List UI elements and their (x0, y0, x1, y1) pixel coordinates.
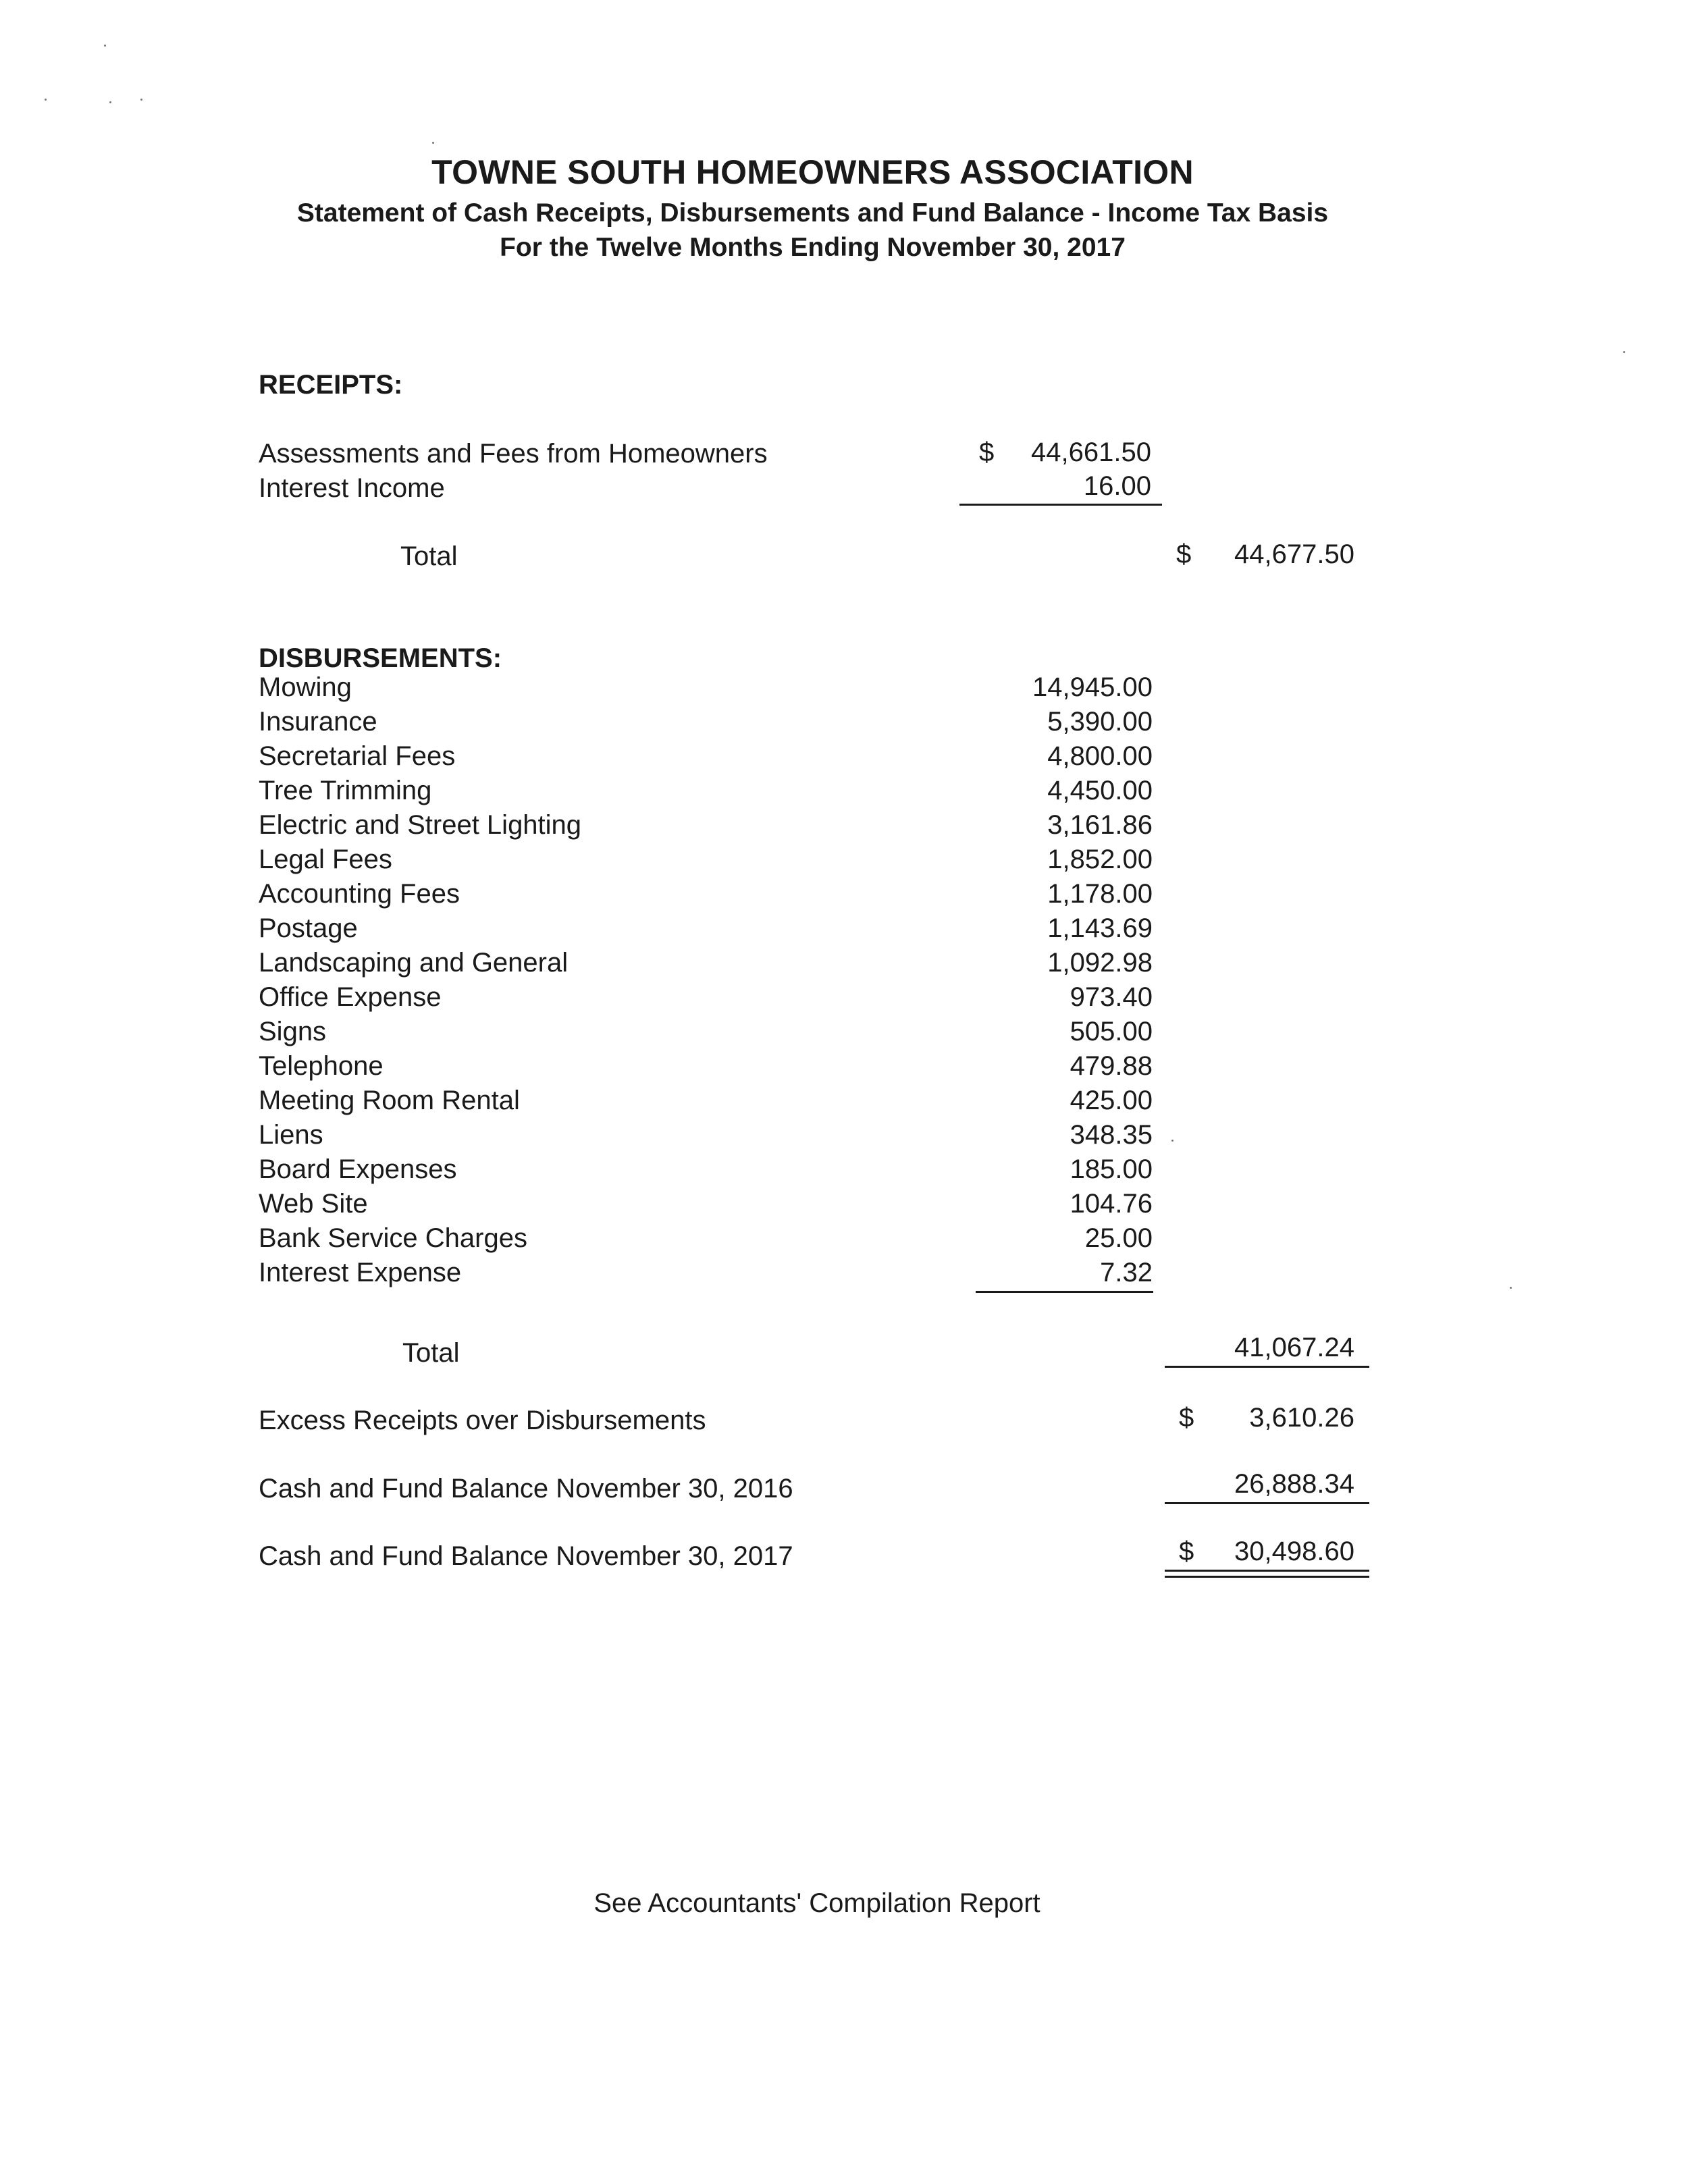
disbursement-amount: 1,143.69 (1047, 913, 1153, 943)
disbursements-total-amount: 41,067.24 (1234, 1333, 1354, 1362)
excess-amount: 3,610.26 (1249, 1403, 1354, 1433)
compilation-report-note: See Accountants' Compilation Report (594, 1888, 1040, 1918)
list-item (0, 1258, 1688, 1292)
list-item (0, 1017, 1688, 1051)
currency-symbol: $ (979, 437, 995, 467)
list-item (0, 845, 1688, 879)
list-item (0, 948, 1688, 982)
list-item (0, 1120, 1688, 1154)
disbursement-amount: 505.00 (1070, 1017, 1153, 1046)
disbursement-amount: 7.32 (1100, 1258, 1153, 1287)
disbursements-heading: DISBURSEMENTS: (259, 643, 502, 673)
list-item (0, 879, 1688, 913)
receipt-label: Assessments and Fees from Homeowners (259, 439, 768, 469)
opening-balance-amount: 26,888.34 (1234, 1469, 1354, 1499)
disbursement-label: Landscaping and General (259, 948, 569, 978)
receipts-total-amount: 44,677.50 (1234, 539, 1354, 569)
scan-speck (1623, 351, 1625, 353)
disbursement-label: Bank Service Charges (259, 1223, 527, 1253)
receipts-subtotal-rule (959, 504, 1162, 506)
currency-symbol: $ (1179, 1537, 1194, 1566)
disbursements-total-label: Total (402, 1338, 460, 1368)
list-item (0, 913, 1688, 948)
disbursement-label: Electric and Street Lighting (259, 810, 582, 840)
list-item (0, 1223, 1688, 1258)
scan-speck (432, 142, 434, 144)
disbursement-label: Tree Trimming (259, 776, 432, 805)
disbursement-label: Meeting Room Rental (259, 1086, 520, 1115)
currency-symbol: $ (1176, 539, 1192, 569)
disbursement-amount: 973.40 (1070, 982, 1153, 1012)
disbursement-amount: 479.88 (1070, 1051, 1153, 1081)
list-item (0, 810, 1688, 845)
receipt-label: Interest Income (259, 473, 445, 503)
list-item (0, 1154, 1688, 1189)
disbursement-amount: 185.00 (1070, 1154, 1153, 1184)
disbursement-label: Office Expense (259, 982, 442, 1012)
disbursement-amount: 1,852.00 (1047, 845, 1153, 874)
disbursement-label: Mowing (259, 672, 352, 702)
disbursement-label: Interest Expense (259, 1258, 462, 1287)
list-item (0, 672, 1688, 707)
disbursements-subtotal-rule (976, 1291, 1153, 1293)
list-item (0, 1051, 1688, 1086)
closing-balance-double-rule-top (1165, 1570, 1369, 1572)
receipt-amount: 44,661.50 (1031, 437, 1151, 467)
list-item (0, 1086, 1688, 1120)
disbursement-label: Legal Fees (259, 845, 392, 874)
opening-balance-rule (1165, 1502, 1369, 1504)
scan-speck (109, 101, 111, 103)
disbursement-amount: 348.35 (1070, 1120, 1153, 1150)
disbursement-amount: 1,178.00 (1047, 879, 1153, 909)
disbursements-total-rule (1165, 1366, 1369, 1368)
list-item (0, 707, 1688, 741)
scan-speck (45, 99, 47, 101)
list-item (0, 776, 1688, 810)
currency-symbol: $ (1179, 1403, 1194, 1433)
scan-speck (140, 99, 142, 101)
disbursement-label: Signs (259, 1017, 327, 1046)
disbursement-amount: 4,450.00 (1047, 776, 1153, 805)
closing-balance-double-rule-bottom (1165, 1576, 1369, 1578)
disbursement-label: Secretarial Fees (259, 741, 456, 771)
disbursement-label: Accounting Fees (259, 879, 460, 909)
disbursement-amount: 1,092.98 (1047, 948, 1153, 978)
receipts-total-label: Total (400, 541, 458, 571)
disbursement-label: Web Site (259, 1189, 368, 1219)
disbursement-amount: 25.00 (1084, 1223, 1153, 1253)
disbursement-amount: 3,161.86 (1047, 810, 1153, 840)
receipts-heading: RECEIPTS: (259, 370, 403, 400)
disbursement-label: Board Expenses (259, 1154, 457, 1184)
disbursements-list (0, 672, 1688, 1292)
period-subtitle: For the Twelve Months Ending November 30, 2017 (500, 233, 1126, 262)
disbursement-label: Liens (259, 1120, 323, 1150)
list-item (0, 1189, 1688, 1223)
disbursement-amount: 5,390.00 (1047, 707, 1153, 737)
scan-speck (104, 45, 106, 47)
organization-title: TOWNE SOUTH HOMEOWNERS ASSOCIATION (431, 153, 1194, 191)
closing-balance-label: Cash and Fund Balance November 30, 2017 (259, 1541, 793, 1571)
disbursement-amount: 425.00 (1070, 1086, 1153, 1115)
excess-label: Excess Receipts over Disbursements (259, 1406, 706, 1435)
opening-balance-label: Cash and Fund Balance November 30, 2016 (259, 1474, 793, 1503)
disbursement-label: Postage (259, 913, 358, 943)
disbursement-label: Insurance (259, 707, 377, 737)
list-item (0, 741, 1688, 776)
statement-subtitle: Statement of Cash Receipts, Disbursements and Fund Balance - Income Tax Basis (296, 198, 1329, 228)
receipt-amount: 16.00 (1083, 471, 1151, 501)
closing-balance-amount: 30,498.60 (1234, 1537, 1354, 1566)
disbursement-amount: 14,945.00 (1032, 672, 1153, 702)
disbursement-label: Telephone (259, 1051, 384, 1081)
list-item (0, 982, 1688, 1017)
disbursement-amount: 4,800.00 (1047, 741, 1153, 771)
disbursement-amount: 104.76 (1070, 1189, 1153, 1219)
